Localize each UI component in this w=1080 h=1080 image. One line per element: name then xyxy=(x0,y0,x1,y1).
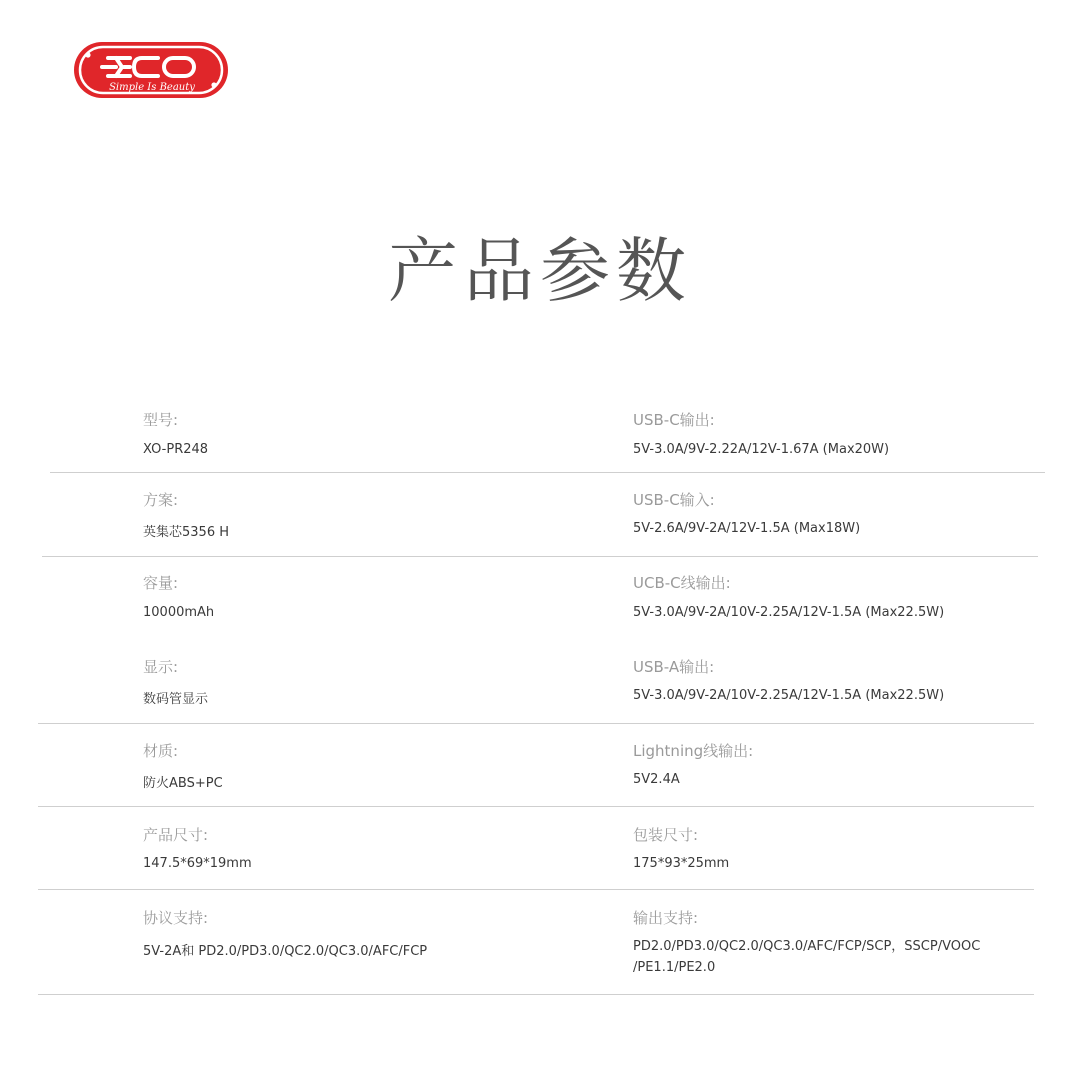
divider xyxy=(38,806,1034,807)
spec-value-product-size: 147.5*69*19mm xyxy=(143,856,252,871)
spec-label-material: 材质: xyxy=(143,742,179,760)
brand-slogan: Simple Is Beauty xyxy=(109,82,195,93)
spec-label-model: 型号: xyxy=(143,411,179,429)
spec-value-display: 数码管显示 xyxy=(143,692,209,707)
divider xyxy=(38,723,1034,724)
spec-value-lightning-output: 5V2.4A xyxy=(633,772,680,787)
spec-value-material: 防火ABS+PC xyxy=(143,776,223,791)
divider xyxy=(38,889,1034,890)
spec-label-usbc-output: USB-C输出: xyxy=(633,411,715,429)
spec-value-package-size: 175*93*25mm xyxy=(633,856,730,871)
divider xyxy=(38,994,1034,995)
spec-label-usbc-cable-output: UCB-C线输出: xyxy=(633,574,731,592)
spec-label-solution: 方案: xyxy=(143,491,179,509)
spec-value-output-support: PD2.0/PD3.0/QC2.0/QC3.0/AFC/FCP/SCP，SSCP/VOOC /PE1.1/PE2.0 xyxy=(633,939,981,975)
spec-value-usbc-input: 5V-2.6A/9V-2A/12V-1.5A (Max18W) xyxy=(633,521,861,536)
spec-label-lightning-output: Lightning线输出: xyxy=(633,742,754,760)
spec-value-solution: 英集芯5356 H xyxy=(143,525,229,540)
spec-label-display: 显示: xyxy=(143,658,179,676)
divider xyxy=(50,472,1045,473)
divider xyxy=(42,556,1038,557)
page-title: 产品参数 xyxy=(388,230,692,312)
spec-value-protocol: 5V-2A和 PD2.0/PD3.0/QC2.0/QC3.0/AFC/FCP xyxy=(143,944,428,959)
spec-label-protocol: 协议支持: xyxy=(143,909,209,927)
spec-label-output-support: 输出支持: xyxy=(633,909,699,927)
spec-value-model: XO-PR248 xyxy=(143,442,209,457)
spec-label-product-size: 产品尺寸: xyxy=(143,826,209,844)
spec-value-usba-output: 5V-3.0A/9V-2A/10V-2.25A/12V-1.5A (Max22.5W) xyxy=(633,688,945,703)
spec-label-package-size: 包装尺寸: xyxy=(633,826,699,844)
spec-value-usbc-cable-output: 5V-3.0A/9V-2A/10V-2.25A/12V-1.5A (Max22.5W) xyxy=(633,605,945,620)
spec-label-usba-output: USB-A输出: xyxy=(633,658,715,676)
brand-logo xyxy=(72,40,230,100)
spec-value-usbc-output: 5V-3.0A/9V-2.22A/12V-1.67A (Max20W) xyxy=(633,442,890,457)
spec-label-usbc-input: USB-C输入: xyxy=(633,491,715,509)
spec-value-capacity: 10000mAh xyxy=(143,605,215,620)
spec-label-capacity: 容量: xyxy=(143,574,179,592)
